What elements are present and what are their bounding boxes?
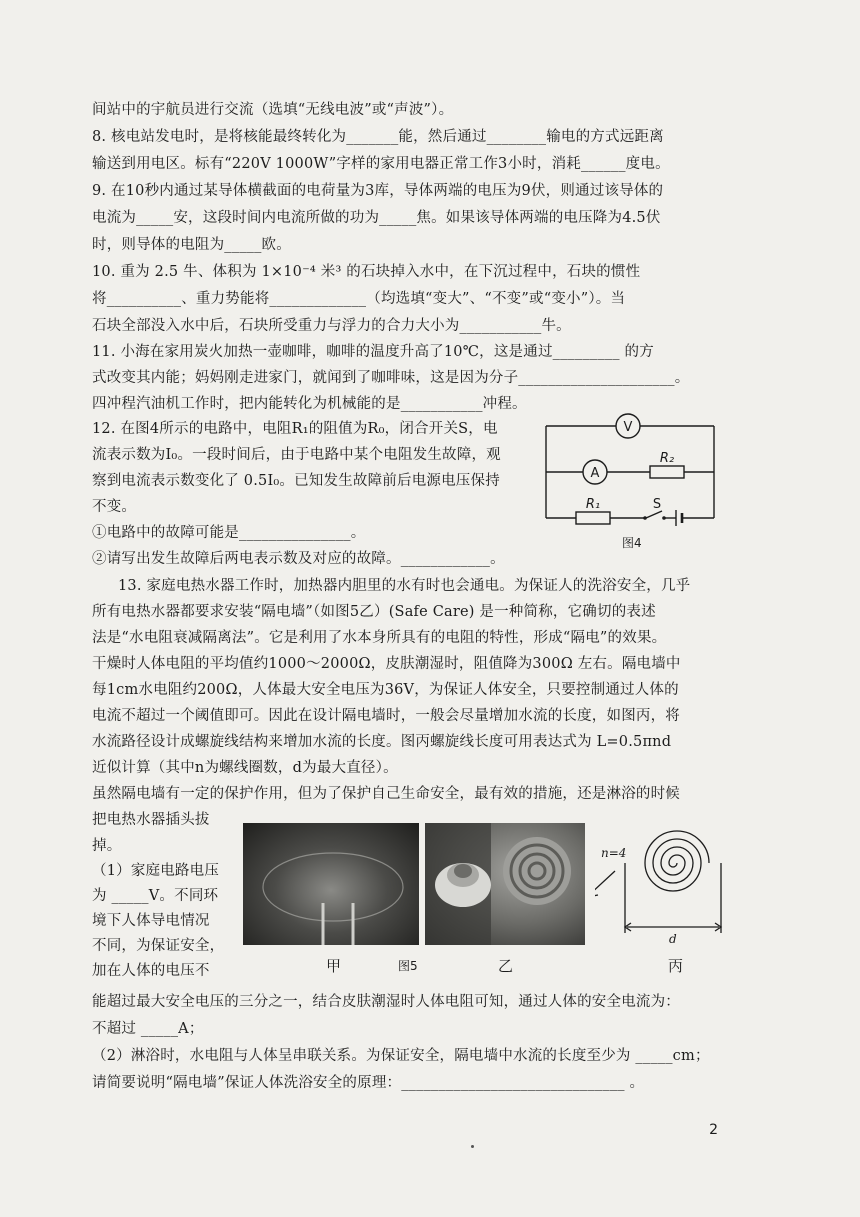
question-12-line-2: 流表示数为I₀。一段时间后，由于电路中某个电阻发生故障，观	[92, 447, 501, 463]
question-13-line-7: 水流路径设计成螺旋线结构来增加水流的长度。图丙螺旋线长度可用表达式为 L=0.5πnd	[92, 734, 672, 750]
question-8-line-1: 8. 核电站发电时，是将核能最终转化为_______能，然后通过________输电的方式远距离	[92, 129, 664, 145]
question-13-sub-1-line-7: 不超过 _____A；	[92, 1021, 204, 1037]
page-number: 2	[709, 1122, 718, 1138]
question-13-line-1: 13. 家庭电热水器工作时，加热器内胆里的水有时也会通电。为保证人的洗浴安全，几乎	[118, 578, 691, 594]
question-10-line-1: 10. 重为 2.5 牛、体积为 1×10⁻⁴ 米³ 的石块掉入水中，在下沉过程中，石块的惯性	[92, 264, 641, 280]
question-13-line-10: 把电热水器插头拔	[92, 812, 210, 828]
question-11-line-2: 式改变其内能；妈妈刚走进家门，就闻到了咖啡味，这是因为分子_____________________。	[92, 370, 690, 386]
water-heater-photo	[243, 823, 419, 945]
question-13-line-11: 掉。	[92, 838, 122, 854]
question-13-line-3: 法是“水电阻衰减隔离法”。它是利用了水本身所具有的电阻的特性，形成“隔电”的效果。	[92, 630, 667, 646]
safe-care-device-photo	[425, 823, 585, 945]
question-13-line-6: 电流不超过一个阈值即可。因此在设计隔电墙时，一般会尽量增加水流的长度，如图丙，将	[92, 708, 680, 724]
question-9-line-2: 电流为_____安，这段时间内电流所做的功为_____焦。如果该导体两端的电压降为4.5伏	[92, 210, 661, 226]
question-13-sub-1-line-4: 不同，为保证安全，	[92, 938, 225, 954]
question-9-line-3: 时，则导体的电阻为_____欧。	[92, 237, 291, 253]
spiral-diagram	[595, 815, 735, 945]
switch-label: S	[652, 497, 662, 512]
question-11-line-1: 11. 小海在家用炭火加热一壶咖啡，咖啡的温度升高了10℃，这是通过_________ 的方	[92, 344, 654, 360]
question-10-line-3: 石块全部没入水中后，石块所受重力与浮力的合力大小为___________牛。	[92, 318, 571, 334]
spiral-diameter-label: d	[669, 932, 677, 945]
spiral-turns-label: n=4	[601, 846, 627, 860]
voltmeter-label: V	[623, 420, 633, 435]
question-12-line-3: 察到电流表示数变化了 0.5I₀。已知发生故障前后电源电压保持	[92, 473, 500, 489]
question-10-line-2: 将__________、重力势能将_____________（均选填“变大”、“不变”或“变小”）。当	[92, 291, 626, 307]
figure-4-caption: 图4	[622, 536, 642, 550]
question-12-line-4: 不变。	[92, 499, 137, 515]
question-13-sub-1-line-6: 能超过最大安全电压的三分之一，结合皮肤潮湿时人体电阻可知，通过人体的安全电流为：	[92, 994, 680, 1010]
r2-label: R₂	[659, 451, 675, 466]
text-line: 间站中的宇航员进行交流（选填“无线电波”或“声波”）。	[92, 102, 454, 118]
ammeter-label: A	[590, 466, 600, 481]
question-8-line-2: 输送到用电区。标有“220V 1000W”字样的家用电器正常工作3小时，消耗______度电。	[92, 156, 670, 172]
figure-5-label-jia: 甲	[326, 957, 342, 975]
question-13-line-8: 近似计算（其中n为螺线圈数，d为最大直径）。	[92, 760, 398, 776]
question-13-sub-1-line-1: （1）家庭电路电压	[92, 863, 220, 879]
figure-4-circuit	[540, 412, 740, 564]
r1-label: R₁	[585, 497, 601, 512]
question-13-line-5: 每1cm水电阻约200Ω，人体最大安全电压为36V，为保证人体安全，只要控制通过人体的	[92, 682, 679, 698]
question-12-part-2: ②请写出发生故障后两电表示数及对应的故障。____________。	[92, 551, 505, 567]
figure-5-spiral-diagram	[595, 815, 735, 945]
question-13-line-9: 虽然隔电墙有一定的保护作用，但为了保护自己生命安全，最有效的措施，还是淋浴的时候	[92, 786, 680, 802]
figure-5-label-bing: 丙	[668, 957, 684, 975]
question-13-sub-2-line-1: （2）淋浴时，水电阻与人体呈串联关系。为保证安全，隔电墙中水流的长度至少为 _____cm；	[92, 1048, 710, 1064]
question-13-sub-1-line-3: 境下人体导电情况	[92, 913, 210, 929]
circuit-diagram	[540, 412, 740, 532]
question-13-sub-1-line-2: 为 _____V。不同环	[92, 888, 219, 904]
scan-dot	[471, 1145, 474, 1148]
figure-5-photo-yi	[425, 823, 585, 945]
figure-5-label-yi: 乙	[498, 957, 514, 975]
question-13-sub-1-line-5: 加在人体的电压不	[92, 963, 210, 979]
question-13-sub-2-line-2: 请简要说明“隔电墙”保证人体洗浴安全的原理：______________________________ 。	[92, 1075, 645, 1091]
figure-5-caption: 图5	[398, 959, 418, 973]
question-13-line-4: 干燥时人体电阻的平均值约1000～2000Ω，皮肤潮湿时，阻值降为300Ω 左右。隔电墙中	[92, 656, 681, 672]
question-12-part-1: ①电路中的故障可能是_______________。	[92, 525, 366, 541]
question-11-line-3: 四冲程汽油机工作时，把内能转化为机械能的是___________冲程。	[92, 396, 527, 412]
question-12-line-1: 12. 在图4所示的电路中，电阻R₁的阻值为R₀，闭合开关S，电	[92, 421, 498, 437]
question-13-line-2: 所有电热水器都要求安装“隔电墙”（如图5乙）(Safe Care) 是一种简称，它确切的表述	[92, 604, 656, 620]
figure-5-photo-jia	[243, 823, 419, 945]
question-9-line-1: 9. 在10秒内通过某导体横截面的电荷量为3库，导体两端的电压为9伏，则通过该导体的	[92, 183, 664, 199]
